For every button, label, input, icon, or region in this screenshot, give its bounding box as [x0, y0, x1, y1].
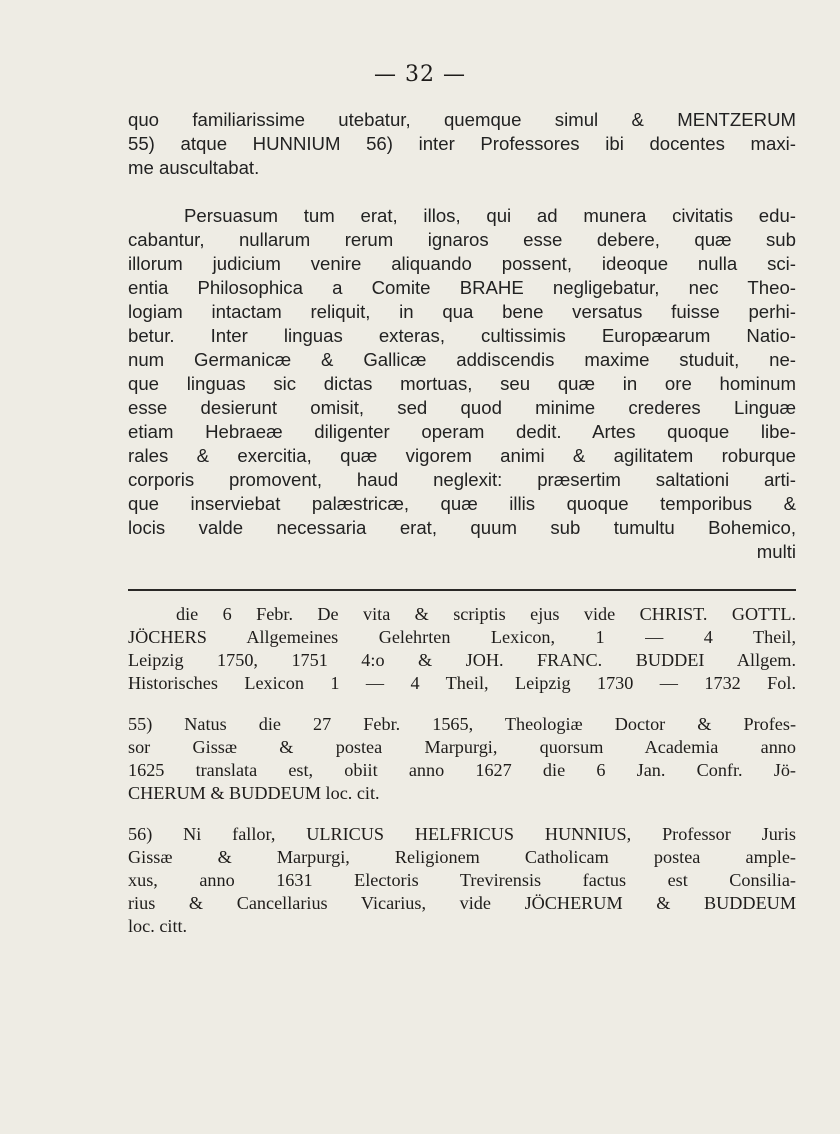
page-number-header: — 32 —	[374, 62, 466, 87]
footnote-line: Historisches Lexicon 1 — 4 Theil, Leipzig 1730 — 1732 Fol.	[128, 673, 796, 693]
text-line: 55) atque HUNNIUM 56) inter Professores ibi docentes maxi-	[128, 133, 796, 154]
text-line: quo familiarissime utebatur, quemque simul & MENTZERUM	[128, 109, 796, 130]
text-line: cabantur, nullarum rerum ignaros esse debere, quæ sub	[128, 229, 796, 250]
footnote-rule	[128, 589, 796, 591]
text-line: logiam intactam reliquit, in qua bene versatus fuisse perhi-	[128, 301, 796, 322]
footnote-56-line: rius & Cancellarius Vicarius, vide JÖCHERUM & BUDDEUM	[128, 893, 796, 913]
footnote-55-line: 1625 translata est, obiit anno 1627 die 6 Jan. Confr. Jö-	[128, 760, 796, 780]
text-line: que inserviebat palæstricæ, quæ illis quoque temporibus &	[128, 493, 796, 514]
text-line: esse desierunt omisit, sed quod minime crederes Linguæ	[128, 397, 796, 418]
footnote-line: Leipzig 1750, 1751 4:o & JOH. FRANC. BUDDEI Allgem.	[128, 650, 796, 670]
text-line: etiam Hebraeæ diligenter operam dedit. Artes quoque libe-	[128, 421, 796, 442]
footnote-56-line: Gissæ & Marpurgi, Religionem Catholicam postea ample-	[128, 847, 796, 867]
footnote-55-line: 55) Natus die 27 Febr. 1565, Theologiæ Doctor & Profes-	[128, 714, 796, 734]
text-line: rales & exercitia, quæ vigorem animi & agilitatem roburque	[128, 445, 796, 466]
text-line: Persuasum tum erat, illos, qui ad munera civitatis edu-	[184, 205, 796, 226]
text-line: corporis promovent, haud neglexit: præsertim saltationi arti-	[128, 469, 796, 490]
text-line: num Germanicæ & Gallicæ addiscendis maxime studuit, ne-	[128, 349, 796, 370]
footnote-56-line: xus, anno 1631 Electoris Trevirensis factus est Consilia-	[128, 870, 796, 890]
text-line: betur. Inter linguas exteras, cultissimis Europæarum Natio-	[128, 325, 796, 346]
footnotes	[128, 603, 796, 938]
main-text	[128, 108, 796, 564]
footnote-line: die 6 Febr. De vita & scriptis ejus vide CHRIST. GOTTL.	[176, 604, 796, 624]
footnote-55-line: sor Gissæ & postea Marpurgi, quorsum Academia anno	[128, 737, 796, 757]
text-line: locis valde necessaria erat, quum sub tumultu Bohemico,	[128, 517, 796, 538]
footnote-56-line: loc. citt.	[128, 916, 188, 936]
text-line: que linguas sic dictas mortuas, seu quæ in ore hominum	[128, 373, 796, 394]
text-line: entia Philosophica a Comite BRAHE negligebatur, nec Theo-	[128, 277, 796, 298]
text-line: me auscultabat.	[128, 157, 260, 178]
text-line: illorum judicium venire aliquando possent, ideoque nulla sci-	[128, 253, 796, 274]
footnote-line: JÖCHERS Allgemeines Gelehrten Lexicon, 1 — 4 Theil,	[128, 627, 796, 647]
catchword: multi	[756, 541, 796, 562]
footnote-56-line: 56) Ni fallor, ULRICUS HELFRICUS HUNNIUS, Professor Juris	[128, 824, 796, 844]
footnote-55-line: CHERUM & BUDDEUM loc. cit.	[128, 783, 380, 803]
